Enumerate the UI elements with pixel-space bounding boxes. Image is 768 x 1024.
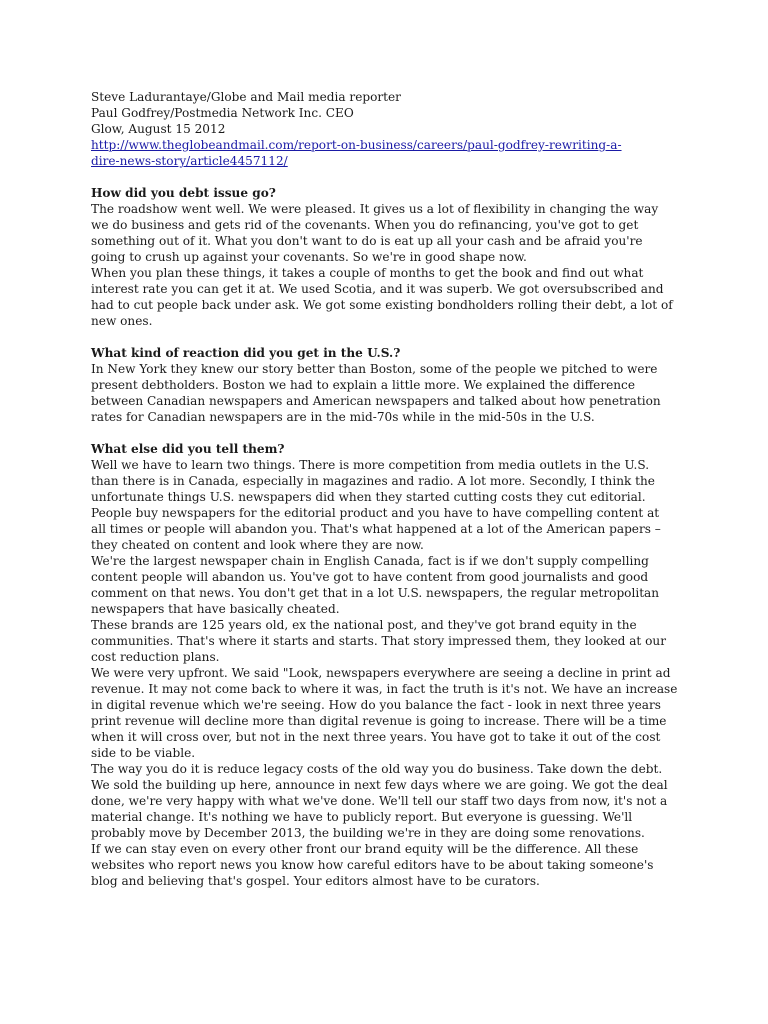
answer-line: These brands are 125 years old, ex the national post, and they've got brand equity in the	[91, 618, 637, 632]
reporter-line: Steve Ladurantaye/Globe and Mail media reporter	[91, 90, 401, 104]
interviewee-line: Paul Godfrey/Postmedia Network Inc. CEO	[91, 106, 354, 120]
answer-line: done, we're very happy with what we've done. We'll tell our staff two days from now, it's not a	[91, 794, 668, 808]
answer-line: In New York they knew our story better than Boston, some of the people we pitched to were	[91, 362, 658, 376]
answer-line: new ones.	[91, 314, 153, 328]
interview-body	[91, 185, 708, 889]
answer-line: If we can stay even on every other front our brand equity will be the difference. All these	[91, 842, 639, 856]
answer-line: had to cut people back under ask. We got some existing bondholders rolling their debt, a lot of	[91, 298, 673, 312]
answer-line: blog and believing that's gospel. Your editors almost have to be curators.	[91, 874, 540, 888]
answer-line: We sold the building up here, announce in next few days where we are going. We got the deal	[91, 778, 668, 792]
answer-line: People buy newspapers for the editorial product and you have to have compelling content at	[91, 506, 660, 520]
date-line: Glow, August 15 2012	[91, 122, 226, 136]
answer-line: going to crush up against your covenants. So we're in good shape now.	[91, 250, 527, 264]
section-question: What kind of reaction did you get in the U.S.?	[91, 346, 401, 360]
answer-line: they cheated on content and look where they are now.	[91, 538, 424, 552]
answer-line: we do business and gets rid of the covenants. When you do refinancing, you've got to get	[91, 218, 639, 232]
answer-line: We're the largest newspaper chain in English Canada, fact is if we don't supply compelling	[91, 554, 649, 568]
answer-line: We were very upfront. We said "Look, newspapers everywhere are seeing a decline in print ad	[91, 666, 671, 680]
answer-line: all times or people will abandon you. That's what happened at a lot of the American papers –	[91, 522, 661, 536]
answer-line: probably move by December 2013, the building we're in they are doing some renovations.	[91, 826, 645, 840]
answer-line: The way you do it is reduce legacy costs of the old way you do business. Take down the debt.	[91, 762, 663, 776]
answer-line: comment on that news. You don't get that in a lot U.S. newspapers, the regular metropolitan	[91, 586, 660, 600]
article-link-line-1[interactable]: http://www.theglobeandmail.com/report-on-business/careers/paul-godfrey-rewriting-a-	[91, 138, 622, 152]
answer-line: Well we have to learn two things. There is more competition from media outlets in the U.S.	[91, 458, 650, 472]
answer-line: content people will abandon us. You've got to have content from good journalists and good	[91, 570, 649, 584]
answer-line: between Canadian newspapers and American newspapers and talked about how penetration	[91, 394, 661, 408]
answer-line: material change. It's nothing we have to publicly report. But everyone is guessing. We'll	[91, 810, 633, 824]
answer-line: present debtholders. Boston we had to explain a little more. We explained the difference	[91, 378, 635, 392]
answer-line: when it will cross over, but not in the next three years. You have got to take it out of the cost	[91, 730, 661, 744]
answer-line: than there is in Canada, especially in magazines and radio. A lot more. Secondly, I think the	[91, 474, 655, 488]
answer-line: interest rate you can get it at. We used Scotia, and it was superb. We got oversubscribed and	[91, 282, 664, 296]
answer-line: When you plan these things, it takes a couple of months to get the book and find out what	[91, 266, 644, 280]
answer-line: The roadshow went well. We were pleased. It gives us a lot of flexibility in changing the way	[91, 202, 659, 216]
answer-line: cost reduction plans.	[91, 650, 220, 664]
answer-line: websites who report news you know how careful editors have to be about taking someone's	[91, 858, 654, 872]
answer-line: revenue. It may not come back to where it was, in fact the truth is it's not. We have an increase	[91, 682, 678, 696]
answer-line: print revenue will decline more than digital revenue is going to increase. There will be a time	[91, 714, 667, 728]
answer-line: side to be viable.	[91, 746, 196, 760]
answer-line: communities. That's where it starts and starts. That story impressed them, they looked at our	[91, 634, 666, 648]
answer-line: something out of it. What you don't want to do is eat up all your cash and be afraid you're	[91, 234, 643, 248]
answer-line: unfortunate things U.S. newspapers did when they started cutting costs they cut editorial.	[91, 490, 646, 504]
answer-line: rates for Canadian newspapers are in the mid-70s while in the mid-50s in the U.S.	[91, 410, 595, 424]
answer-line: newspapers that have basically cheated.	[91, 602, 340, 616]
answer-line: in digital revenue which we're seeing. How do you balance the fact - look in next three years	[91, 698, 661, 712]
section-question: How did you debt issue go?	[91, 186, 276, 200]
article-link-line-2[interactable]: dire-news-story/article4457112/	[91, 154, 288, 168]
section-question: What else did you tell them?	[91, 442, 285, 456]
